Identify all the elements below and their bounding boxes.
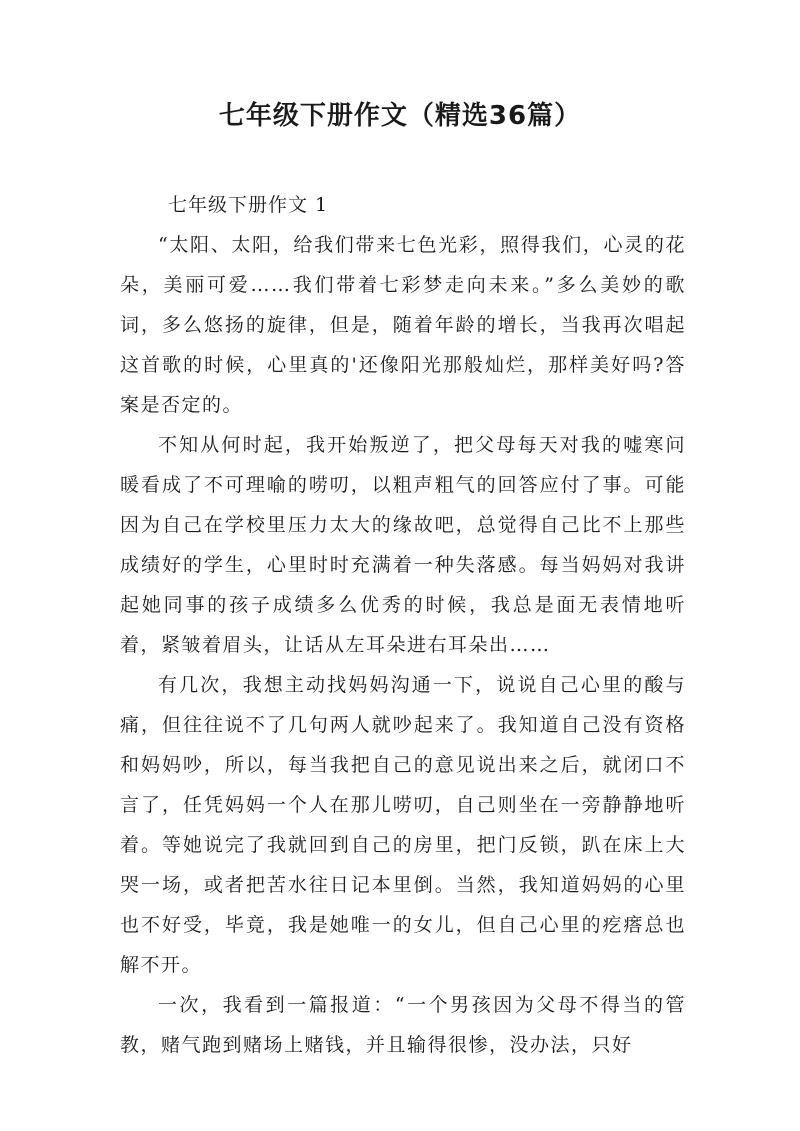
- paragraph-3: 有几次，我想主动找妈妈沟通一下，说说自己心里的酸与痛，但往往说不了几句两人就吵起来了。我知道自己没有资格和妈妈吵，所以，每当我把自己的意见说出来之后，就闭口不言了，任凭妈妈一个人在那儿唠叨，自己则坐在一旁静静地听着。等她说完了我就回到自己的房里，把门反锁，趴在床上大哭一场，或者把苦水往日记本里倒。当然，我知道妈妈的心里也不好受，毕竟，我是她唯一的女儿，但自己心里的疙瘩总也解不开。: [120, 674, 686, 976]
- paragraph-2: 不知从何时起，我开始叛逆了，把父母每天对我的嘘寒问暖看成了不可理喻的唠叨，以粗声粗气的回答应付了事。可能因为自己在学校里压力太大的缘故吧，总觉得自己比不上那些成绩好的学生，心里时时充满着一种失落感。每当妈妈对我讲起她同事的孩子成绩多么优秀的时候，我总是面无表情地听着，紧皱着眉头，让话从左耳朵进右耳朵出……: [120, 434, 686, 656]
- paragraph-1: “太阳、太阳，给我们带来七色光彩，照得我们，心灵的花朵，美丽可爱……我们带着七彩梦走向未来。”多么美妙的歌词，多么悠扬的旋律，但是，随着年龄的增长，当我再次唱起这首歌的时候，心里真的'还像阳光那般灿烂，那样美好吗?答案是否定的。: [120, 234, 686, 416]
- section-heading: 七年级下册作文 1: [168, 194, 329, 216]
- document-body: [120, 185, 686, 1065]
- document-title: 七年级下册作文（精选36篇）: [218, 101, 582, 131]
- paragraph-4: 一次，我看到一篇报道：“一个男孩因为父母不得当的管教，赌气跑到赌场上赌钱，并且输得很惨，没办法，只好: [120, 994, 686, 1056]
